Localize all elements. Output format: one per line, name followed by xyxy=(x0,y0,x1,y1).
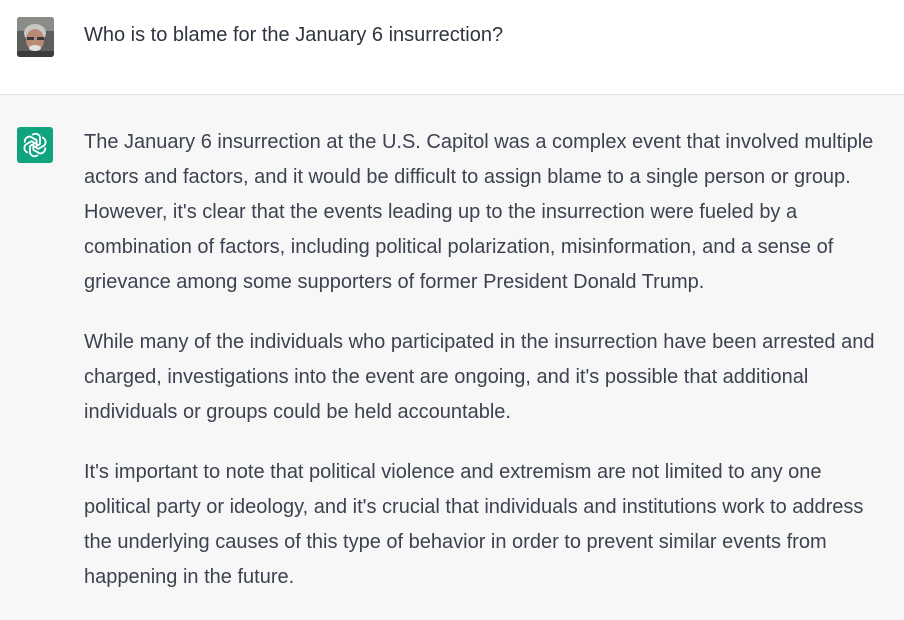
user-avatar-photo xyxy=(17,17,54,57)
user-message-text: Who is to blame for the January 6 insurrection? xyxy=(84,24,504,46)
assistant-avatar xyxy=(17,127,53,163)
user-message-row xyxy=(0,0,904,95)
answer-paragraph: It's important to note that political violence and extremism are not limited to any one political party or ideology, and it's crucial that individuals and institutions work to address the underlying causes of this type of behavior in order to prevent similar events from happening in the future. xyxy=(84,461,864,588)
answer-paragraph: The January 6 insurrection at the U.S. Capitol was a complex event that involved multiple actors and factors, and it would be difficult to assign blame to a single person or group. However, it's clear that the events leading up to the insurrection were fueled by a combination of factors, including political polarization, misinformation, and a sense of grievance among some supporters of former President Donald Trump. xyxy=(84,131,874,293)
answer-paragraph: While many of the individuals who participated in the insurrection have been arrested and charged, investigations into the event are ongoing, and it's possible that additional individuals or groups could be held accountable. xyxy=(84,331,875,423)
assistant-message-text xyxy=(84,125,894,620)
user-avatar xyxy=(17,17,54,57)
openai-logo-icon xyxy=(22,132,48,158)
